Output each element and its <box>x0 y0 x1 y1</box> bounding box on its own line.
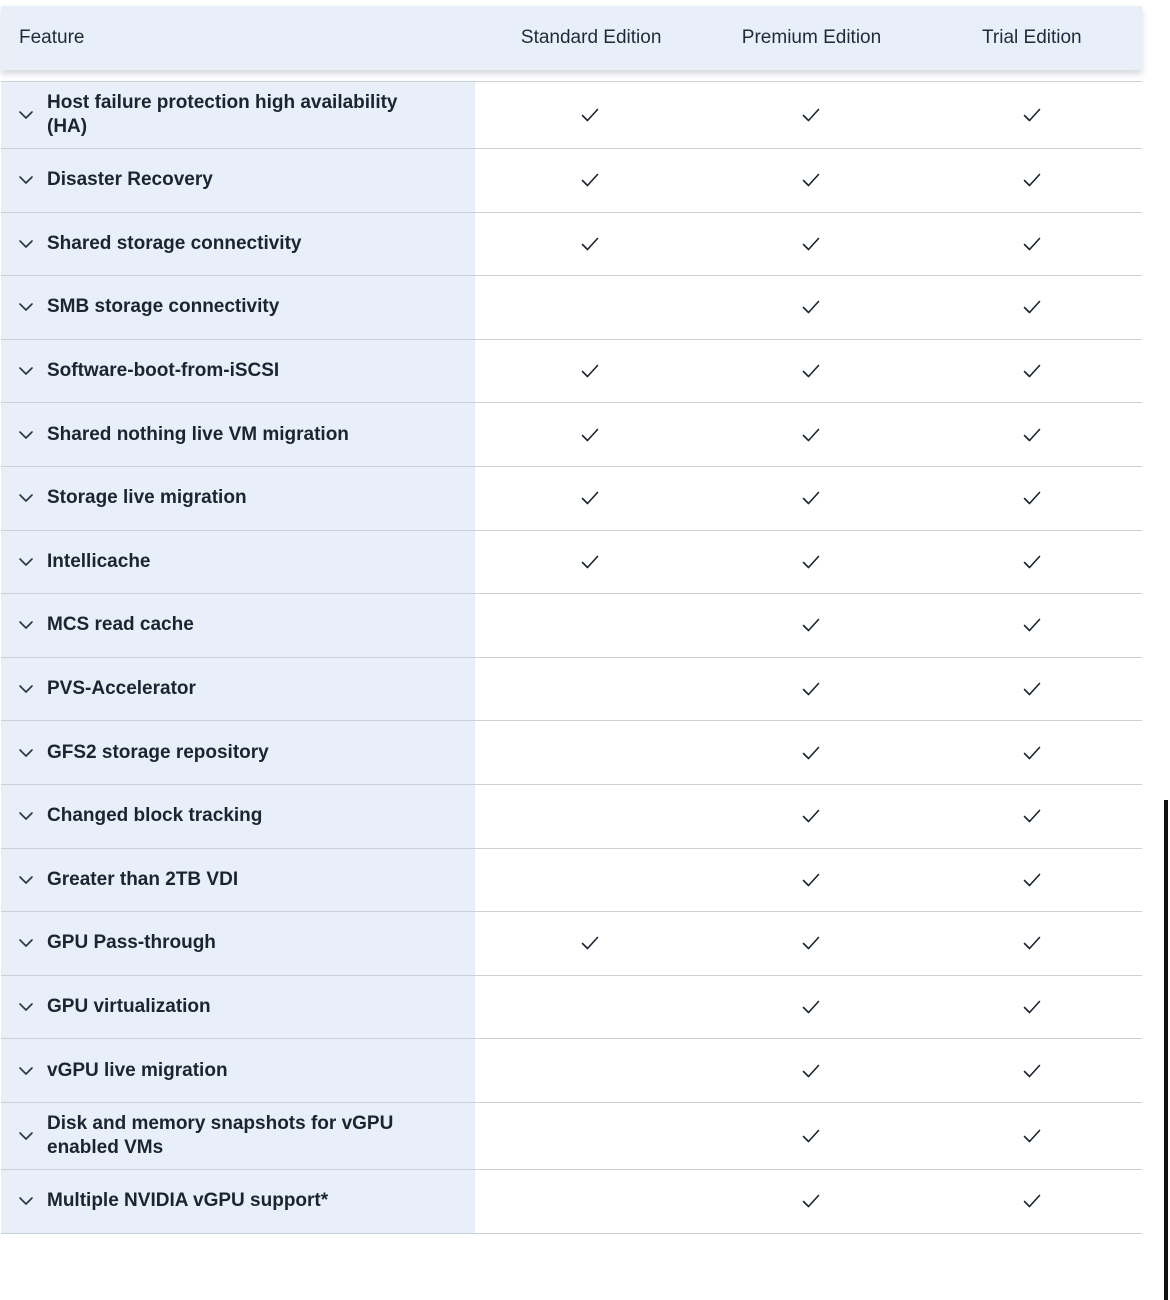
trial-edition-cell <box>921 467 1142 530</box>
check-icon <box>580 933 600 953</box>
standard-edition-cell <box>475 1039 700 1102</box>
chevron-down-icon[interactable] <box>18 363 34 379</box>
table-row[interactable] <box>1 1039 1142 1103</box>
check-icon <box>801 170 821 190</box>
feature-label: Shared storage connectivity <box>47 232 302 254</box>
table-header <box>1 6 1142 70</box>
premium-edition-cell <box>700 467 921 530</box>
table-row[interactable] <box>1 976 1142 1040</box>
premium-edition-cell <box>700 403 921 466</box>
feature-label: Disaster Recovery <box>47 169 213 191</box>
table-row[interactable] <box>1 467 1142 531</box>
trial-edition-cell <box>921 658 1142 721</box>
trial-edition-cell <box>921 82 1142 148</box>
check-icon <box>801 870 821 890</box>
trial-edition-cell <box>921 149 1142 212</box>
feature-label: Software-boot-from-iSCSI <box>47 360 280 382</box>
chevron-down-icon[interactable] <box>18 299 34 315</box>
check-icon <box>801 1126 821 1146</box>
table-row[interactable] <box>1 213 1142 277</box>
feature-cell[interactable] <box>1 912 475 975</box>
check-icon <box>1022 1061 1042 1081</box>
table-row[interactable] <box>1 658 1142 722</box>
header-premium-edition: Premium Edition <box>741 27 882 48</box>
table-row[interactable] <box>1 149 1142 213</box>
table-row[interactable] <box>1 82 1142 149</box>
header-feature: Feature <box>19 27 85 48</box>
check-icon <box>1022 1126 1042 1146</box>
chevron-down-icon[interactable] <box>18 172 34 188</box>
chevron-down-icon[interactable] <box>18 427 34 443</box>
check-icon <box>580 361 600 381</box>
premium-edition-cell <box>700 149 921 212</box>
trial-edition-cell <box>921 976 1142 1039</box>
table-row[interactable] <box>1 276 1142 340</box>
premium-edition-cell <box>700 976 921 1039</box>
chevron-down-icon[interactable] <box>18 745 34 761</box>
header-trial-edition: Trial Edition <box>982 27 1082 48</box>
standard-edition-cell <box>475 849 700 912</box>
standard-edition-cell <box>475 213 700 276</box>
feature-cell[interactable] <box>1 531 475 594</box>
check-icon <box>801 552 821 572</box>
check-icon <box>1022 425 1042 445</box>
standard-edition-cell <box>475 912 700 975</box>
standard-edition-cell <box>475 1103 700 1169</box>
check-icon <box>580 234 600 254</box>
standard-edition-cell <box>475 82 700 148</box>
check-icon <box>801 997 821 1017</box>
check-icon <box>1022 806 1042 826</box>
feature-label: Storage live migration <box>47 487 247 509</box>
feature-cell[interactable] <box>1 721 475 784</box>
chevron-down-icon[interactable] <box>18 236 34 252</box>
check-icon <box>580 488 600 508</box>
feature-cell[interactable] <box>1 467 475 530</box>
trial-edition-cell <box>921 213 1142 276</box>
trial-edition-cell <box>921 340 1142 403</box>
trial-edition-cell <box>921 276 1142 339</box>
standard-edition-cell <box>475 785 700 848</box>
check-icon <box>801 488 821 508</box>
table-row[interactable] <box>1 340 1142 404</box>
standard-edition-cell <box>475 658 700 721</box>
feature-cell[interactable] <box>1 1103 475 1169</box>
premium-edition-cell <box>700 531 921 594</box>
feature-cell[interactable] <box>1 785 475 848</box>
check-icon <box>801 1191 821 1211</box>
standard-edition-cell <box>475 1170 700 1233</box>
feature-cell[interactable] <box>1 276 475 339</box>
table-row[interactable] <box>1 1170 1142 1234</box>
standard-edition-cell <box>475 340 700 403</box>
feature-label: Multiple NVIDIA vGPU support* <box>47 1190 329 1212</box>
feature-cell[interactable] <box>1 1039 475 1102</box>
check-icon <box>580 425 600 445</box>
premium-edition-cell <box>700 1103 921 1169</box>
trial-edition-cell <box>921 531 1142 594</box>
table-row[interactable] <box>1 721 1142 785</box>
feature-cell[interactable] <box>1 82 475 148</box>
standard-edition-cell <box>475 976 700 1039</box>
feature-label: Host failure protection high availability (HA) <box>47 92 398 137</box>
chevron-down-icon[interactable] <box>18 808 34 824</box>
chevron-down-icon[interactable] <box>18 681 34 697</box>
standard-edition-cell <box>475 721 700 784</box>
scrollbar[interactable] <box>1164 800 1168 1300</box>
check-icon <box>1022 488 1042 508</box>
check-icon <box>801 425 821 445</box>
feature-cell[interactable] <box>1 213 475 276</box>
chevron-down-icon[interactable] <box>18 999 34 1015</box>
feature-cell[interactable] <box>1 403 475 466</box>
feature-cell[interactable] <box>1 594 475 657</box>
feature-label: vGPU live migration <box>47 1059 228 1081</box>
chevron-down-icon[interactable] <box>18 617 34 633</box>
feature-cell[interactable] <box>1 849 475 912</box>
feature-label: SMB storage connectivity <box>47 296 280 318</box>
premium-edition-cell <box>700 1170 921 1233</box>
check-icon <box>801 933 821 953</box>
table-row[interactable] <box>1 594 1142 658</box>
chevron-down-icon[interactable] <box>18 935 34 951</box>
standard-edition-cell <box>475 149 700 212</box>
premium-edition-cell <box>700 82 921 148</box>
chevron-down-icon[interactable] <box>18 1128 34 1144</box>
feature-cell[interactable] <box>1 976 475 1039</box>
trial-edition-cell <box>921 849 1142 912</box>
chevron-down-icon[interactable] <box>18 872 34 888</box>
check-icon <box>580 552 600 572</box>
check-icon <box>801 743 821 763</box>
premium-edition-cell <box>700 785 921 848</box>
table-row[interactable] <box>1 849 1142 913</box>
feature-label: MCS read cache <box>47 614 194 636</box>
table-row[interactable] <box>1 912 1142 976</box>
check-icon <box>801 679 821 699</box>
check-icon <box>801 806 821 826</box>
feature-label: GFS2 storage repository <box>47 741 269 763</box>
trial-edition-cell <box>921 785 1142 848</box>
feature-label: Intellicache <box>47 550 151 572</box>
standard-edition-cell <box>475 594 700 657</box>
chevron-down-icon[interactable] <box>18 490 34 506</box>
check-icon <box>1022 361 1042 381</box>
trial-edition-cell <box>921 403 1142 466</box>
table-row[interactable] <box>1 403 1142 467</box>
table-body <box>1 81 1142 1234</box>
premium-edition-cell <box>700 276 921 339</box>
check-icon <box>1022 552 1042 572</box>
standard-edition-cell <box>475 531 700 594</box>
check-icon <box>1022 170 1042 190</box>
chevron-down-icon[interactable] <box>18 554 34 570</box>
table-row[interactable] <box>1 785 1142 849</box>
feature-label: GPU Pass-through <box>47 932 216 954</box>
check-icon <box>801 297 821 317</box>
check-icon <box>1022 615 1042 635</box>
premium-edition-cell <box>700 658 921 721</box>
check-icon <box>580 170 600 190</box>
check-icon <box>580 105 600 125</box>
feature-cell[interactable] <box>1 658 475 721</box>
premium-edition-cell <box>700 213 921 276</box>
trial-edition-cell <box>921 1039 1142 1102</box>
standard-edition-cell <box>475 276 700 339</box>
check-icon <box>1022 933 1042 953</box>
check-icon <box>1022 1191 1042 1211</box>
check-icon <box>801 1061 821 1081</box>
check-icon <box>1022 234 1042 254</box>
chevron-down-icon[interactable] <box>18 107 34 123</box>
chevron-down-icon[interactable] <box>18 1193 34 1209</box>
premium-edition-cell <box>700 721 921 784</box>
trial-edition-cell <box>921 594 1142 657</box>
feature-comparison-table <box>1 6 1142 1234</box>
check-icon <box>1022 997 1042 1017</box>
trial-edition-cell <box>921 721 1142 784</box>
trial-edition-cell <box>921 1103 1142 1169</box>
table-row[interactable] <box>1 1103 1142 1170</box>
standard-edition-cell <box>475 467 700 530</box>
trial-edition-cell <box>921 1170 1142 1233</box>
chevron-down-icon[interactable] <box>18 1063 34 1079</box>
premium-edition-cell <box>700 912 921 975</box>
check-icon <box>801 361 821 381</box>
premium-edition-cell <box>700 1039 921 1102</box>
premium-edition-cell <box>700 594 921 657</box>
check-icon <box>1022 105 1042 125</box>
check-icon <box>801 615 821 635</box>
check-icon <box>801 105 821 125</box>
feature-label: Greater than 2TB VDI <box>47 868 239 890</box>
premium-edition-cell <box>700 340 921 403</box>
premium-edition-cell <box>700 849 921 912</box>
table-row[interactable] <box>1 531 1142 595</box>
feature-cell[interactable] <box>1 1170 475 1233</box>
feature-cell[interactable] <box>1 340 475 403</box>
feature-label: Shared nothing live VM migration <box>47 423 349 445</box>
check-icon <box>1022 679 1042 699</box>
feature-label: PVS-Accelerator <box>47 678 196 700</box>
feature-label: GPU virtualization <box>47 996 211 1018</box>
check-icon <box>801 234 821 254</box>
check-icon <box>1022 870 1042 890</box>
header-standard-edition: Standard Edition <box>520 27 662 48</box>
standard-edition-cell <box>475 403 700 466</box>
check-icon <box>1022 297 1042 317</box>
trial-edition-cell <box>921 912 1142 975</box>
feature-label: Changed block tracking <box>47 805 263 827</box>
feature-label: Disk and memory snapshots for vGPU enabled VMs <box>47 1112 394 1158</box>
check-icon <box>1022 743 1042 763</box>
feature-cell[interactable] <box>1 149 475 212</box>
